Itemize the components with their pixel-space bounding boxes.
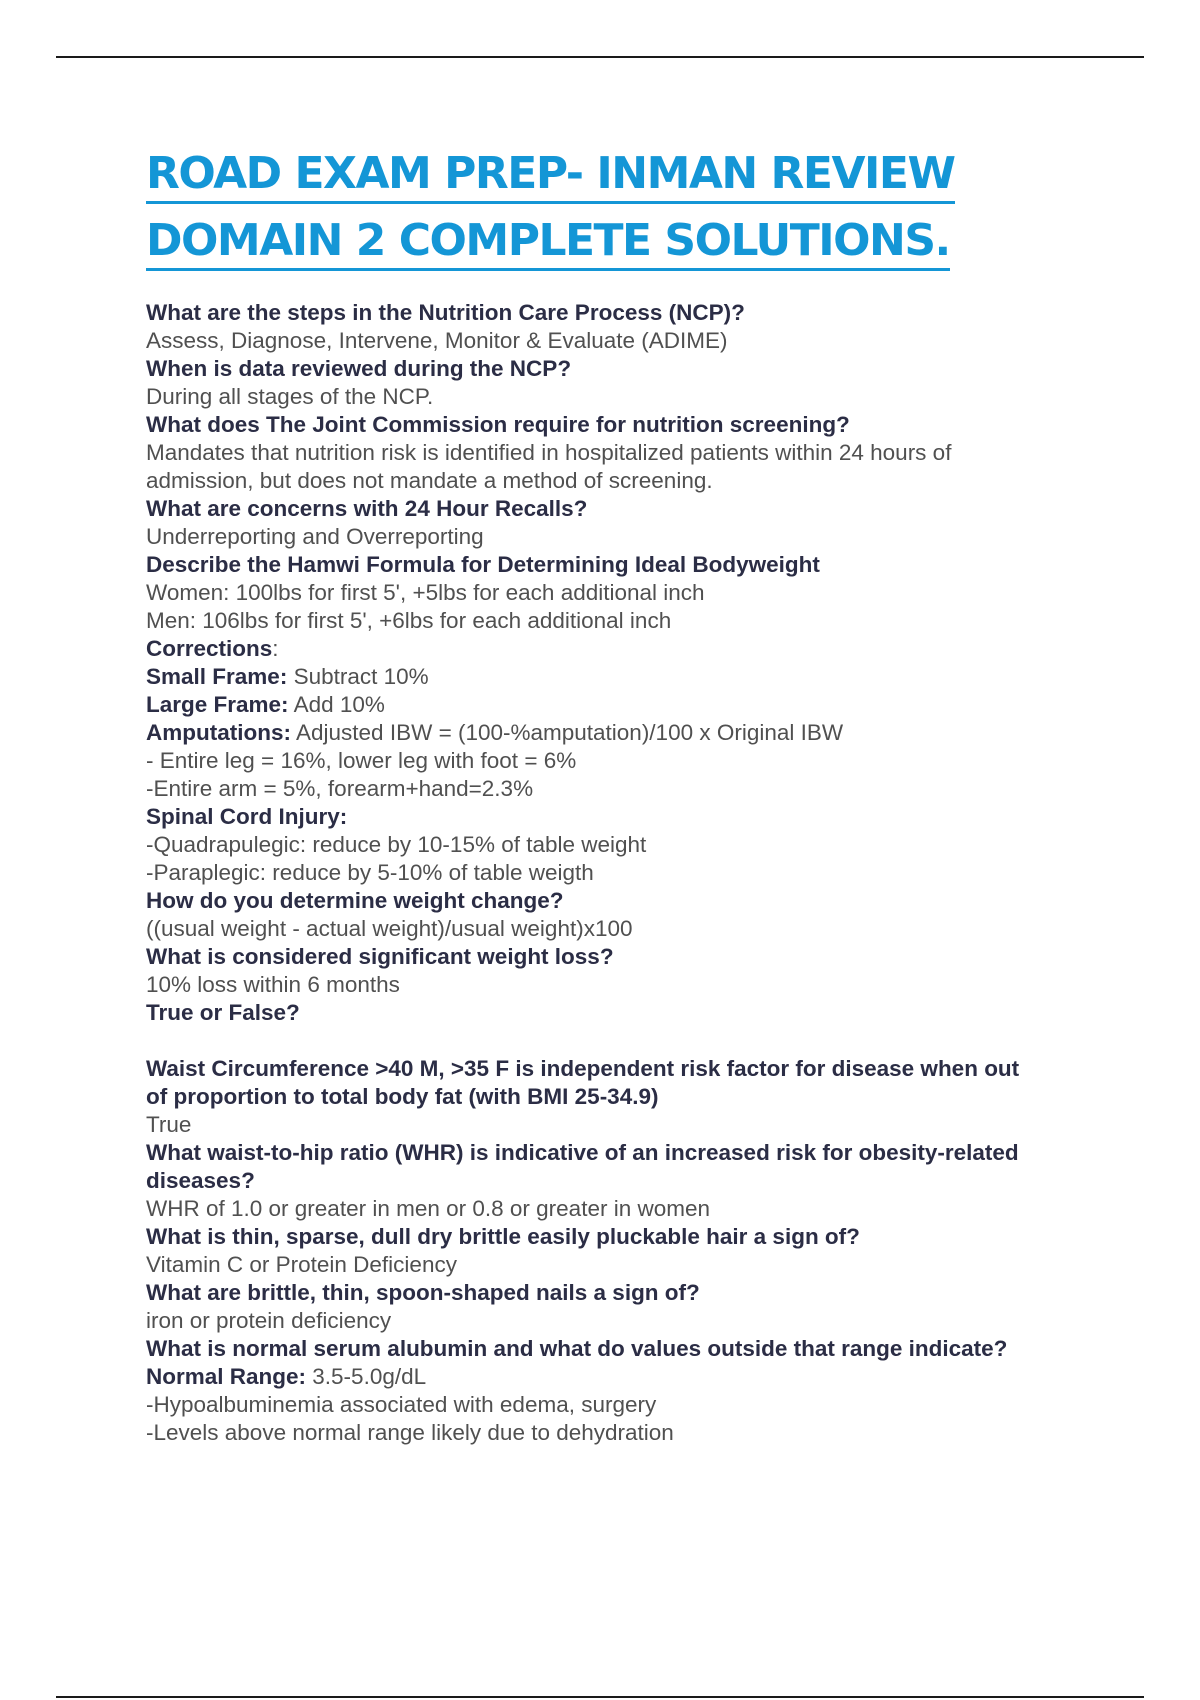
question-nails-sign: What are brittle, thin, spoon-shaped nails a sign of?	[146, 1280, 700, 1305]
large-frame-value: Add 10%	[288, 692, 385, 717]
waist-statement-line-1: Waist Circumference >40 M, >35 F is independent risk factor for disease when out	[146, 1056, 1020, 1081]
sci-paraplegic: -Paraplegic: reduce by 5-10% of table weigth	[146, 860, 594, 885]
amputation-arm: -Entire arm = 5%, forearm+hand=2.3%	[146, 776, 534, 801]
small-frame-label: Small Frame:	[146, 664, 288, 689]
question-joint-commission: What does The Joint Commission require for nutrition screening?	[146, 412, 850, 437]
answer-whr: WHR of 1.0 or greater in men or 0.8 or greater in women	[146, 1196, 710, 1221]
spinal-cord-injury-heading	[146, 803, 1106, 831]
question-ncp-steps: What are the steps in the Nutrition Care Process (NCP)?	[146, 300, 745, 325]
small-frame-value: Subtract 10%	[287, 664, 429, 689]
bottom-rule	[56, 1696, 1144, 1698]
small-frame-line	[146, 663, 1106, 691]
amputations-value: Adjusted IBW = (100-%amputation)/100 x Original IBW	[291, 720, 844, 745]
corrections-colon: :	[272, 636, 279, 661]
spinal-cord-injury-label: Spinal Cord Injury:	[146, 804, 348, 829]
qa-content	[146, 299, 1106, 1447]
corrections-heading	[146, 635, 1106, 663]
answer-joint-commission-line-2: admission, but does not mandate a method of screening.	[146, 468, 713, 493]
question-24-hour-recalls: What are concerns with 24 Hour Recalls?	[146, 496, 588, 521]
answer-hypoalbuminemia: -Hypoalbuminemia associated with edema, surgery	[146, 1392, 657, 1417]
title-line-1: ROAD EXAM PREP- INMAN REVIEW	[146, 149, 955, 204]
question-significant-weight-loss: What is considered significant weight loss?	[146, 944, 614, 969]
normal-range-value: 3.5-5.0g/dL	[306, 1364, 427, 1389]
amputation-leg: - Entire leg = 16%, lower leg with foot = 6%	[146, 748, 577, 773]
normal-range-label: Normal Range:	[146, 1364, 307, 1389]
answer-above-range: -Levels above normal range likely due to dehydration	[146, 1420, 674, 1445]
answer-ncp-steps: Assess, Diagnose, Intervene, Monitor & Evaluate (ADIME)	[146, 328, 728, 353]
question-true-or-false: True or False?	[146, 1000, 300, 1025]
top-rule	[56, 56, 1144, 58]
answer-true-or-false: True	[146, 1112, 192, 1137]
question-whr-line-1: What waist-to-hip ratio (WHR) is indicative of an increased risk for obesity-related	[146, 1140, 1019, 1165]
question-whr-line-2: diseases?	[146, 1168, 255, 1193]
blank-line	[146, 1027, 1106, 1055]
document-title	[146, 148, 955, 271]
amputations-line	[146, 719, 1106, 747]
answer-significant-weight-loss: 10% loss within 6 months	[146, 972, 400, 997]
answer-hamwi-men: Men: 106lbs for first 5', +6lbs for each additional inch	[146, 608, 672, 633]
question-hamwi-formula: Describe the Hamwi Formula for Determining Ideal Bodyweight	[146, 552, 820, 577]
answer-hair-sign: Vitamin C or Protein Deficiency	[146, 1252, 457, 1277]
corrections-label: Corrections	[146, 636, 273, 661]
answer-hamwi-women: Women: 100lbs for first 5', +5lbs for each additional inch	[146, 580, 705, 605]
large-frame-label: Large Frame:	[146, 692, 289, 717]
normal-range-line	[146, 1363, 1106, 1391]
answer-24-hour-recalls: Underreporting and Overreporting	[146, 524, 484, 549]
question-serum-albumin: What is normal serum alubumin and what do values outside that range indicate?	[146, 1336, 1008, 1361]
question-hair-sign: What is thin, sparse, dull dry brittle easily pluckable hair a sign of?	[146, 1224, 860, 1249]
answer-weight-change: ((usual weight - actual weight)/usual weight)x100	[146, 916, 633, 941]
answer-nails-sign: iron or protein deficiency	[146, 1308, 392, 1333]
title-line-2: DOMAIN 2 COMPLETE SOLUTIONS.	[146, 216, 950, 271]
answer-joint-commission-line-1: Mandates that nutrition risk is identified in hospitalized patients within 24 hours of	[146, 440, 952, 465]
sci-quadriplegic: -Quadrapulegic: reduce by 10-15% of table weight	[146, 832, 647, 857]
waist-statement-line-2: of proportion to total body fat (with BMI 25-34.9)	[146, 1084, 659, 1109]
question-weight-change: How do you determine weight change?	[146, 888, 564, 913]
question-data-review: When is data reviewed during the NCP?	[146, 356, 572, 381]
amputations-label: Amputations:	[146, 720, 291, 745]
answer-data-review: During all stages of the NCP.	[146, 384, 434, 409]
large-frame-line	[146, 691, 1106, 719]
